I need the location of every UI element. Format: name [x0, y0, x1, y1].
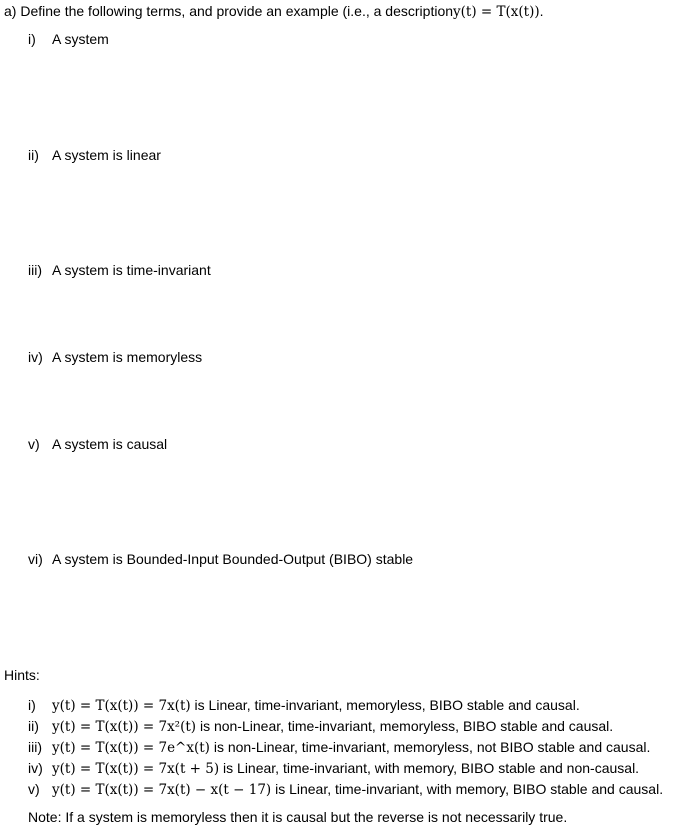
- hint-item-text: is Linear, time-invariant, with memory, BIBO stable and causal.: [271, 781, 664, 797]
- question-item-number: v): [28, 436, 40, 452]
- hint-item-number: ii): [28, 718, 39, 734]
- hint-item-number: iv): [28, 760, 43, 776]
- question-math: y(t) = T(x(t)): [453, 4, 540, 20]
- hint-item-math: y(t) = T(x(t)) = 7e^x(t): [52, 740, 210, 756]
- hint-item: [28, 717, 613, 736]
- hint-item: [28, 696, 580, 715]
- hint-item-text: is Linear, time-invariant, memoryless, BIBO stable and causal.: [190, 697, 580, 713]
- hint-item-number: iii): [28, 739, 42, 755]
- question-item-text: A system is linear: [52, 147, 161, 163]
- question-item: [28, 348, 202, 366]
- question-item-number: vi): [28, 551, 43, 567]
- hint-item: [28, 780, 663, 799]
- question-item: [28, 261, 211, 279]
- question-item-text: A system is memoryless: [52, 349, 203, 365]
- question-item-text: A system is causal: [52, 436, 168, 452]
- hint-item-math: y(t) = T(x(t)) = 7x(t): [52, 698, 191, 714]
- question-item: [28, 550, 413, 568]
- hints-note: Note: If a system is memoryless then it is causal but the reverse is not necessarily true.: [28, 809, 568, 825]
- question-item: [28, 146, 161, 164]
- question-item-number: iv): [28, 349, 43, 365]
- hint-item-text: is non-Linear, time-invariant, memoryless, BIBO stable and causal.: [196, 718, 614, 734]
- question-item: [28, 30, 109, 48]
- question-item-text: A system: [52, 31, 109, 47]
- hint-item: [28, 738, 650, 757]
- question-prefix: a) Define the following terms, and provide an example (i.e., a description: [4, 3, 454, 19]
- question-item-number: iii): [28, 262, 42, 278]
- hint-item-number: i): [28, 697, 36, 713]
- hint-item-math: y(t) = T(x(t)) = 7x(t) − x(t − 17): [52, 782, 272, 798]
- question-item-text: A system is time-invariant: [52, 262, 211, 278]
- hint-item-math: y(t) = T(x(t)) = 7x(t + 5): [52, 761, 220, 777]
- question-item-number: i): [28, 31, 36, 47]
- hint-item-text: is non-Linear, time-invariant, memoryless, not BIBO stable and causal.: [209, 739, 651, 755]
- hint-item-number: v): [28, 781, 40, 797]
- question-item: [28, 435, 167, 453]
- question-item-text: A system is Bounded-Input Bounded-Output (BIBO) stable: [52, 551, 414, 567]
- question-suffix: .: [539, 3, 544, 19]
- question-header: [4, 2, 544, 21]
- hint-item-math: y(t) = T(x(t)) = 7x²(t): [52, 719, 197, 735]
- question-item-number: ii): [28, 147, 39, 163]
- hint-item: [28, 759, 639, 778]
- hint-item-text: is Linear, time-invariant, with memory, BIBO stable and non-causal.: [219, 760, 640, 776]
- hints-title: Hints:: [4, 667, 40, 683]
